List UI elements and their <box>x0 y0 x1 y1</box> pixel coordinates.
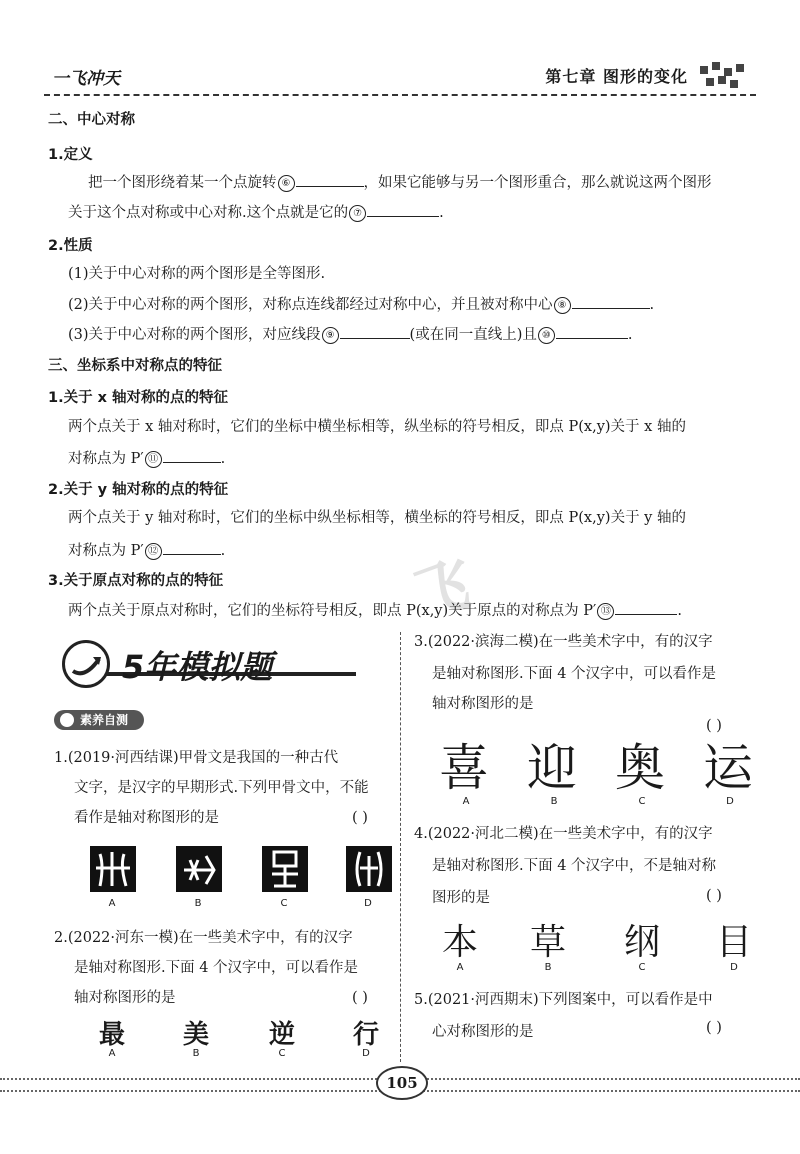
answer-paren[interactable]: ( ) <box>706 718 722 734</box>
question-text: 图形的是 <box>432 890 490 906</box>
answer-paren[interactable]: ( ) <box>706 1020 722 1036</box>
text-line: 把一个图形绕着某一个点旋转 ⑥ ，如果它能够与另一个图形重合，那么就说这两个图形 <box>88 172 712 193</box>
option-label: D <box>730 962 738 973</box>
text-line: (2)关于中心对称的两个图形，对称点连线都经过对称中心，并且被对称中心 ⑧ . <box>68 294 654 315</box>
option-char: 目 <box>715 922 752 963</box>
option-label: D <box>726 796 734 807</box>
option-label: B <box>194 898 202 909</box>
option-char: 最 <box>98 1020 125 1050</box>
question-text: 5.(2021·河西期末)下列图案中，可以看作是中 <box>414 992 713 1008</box>
section-title: 二、中心对称 <box>48 112 135 128</box>
answer-paren[interactable]: ( ) <box>352 810 368 826</box>
text-line: 对称点为 P′ ⑫ . <box>68 540 225 561</box>
option-char: 纲 <box>623 922 660 963</box>
option-label: C <box>638 962 646 973</box>
answer-blank[interactable] <box>367 202 439 217</box>
chapter-title: 第七章 图形的变化 <box>545 67 688 86</box>
subsection-title: 1.关于 x 轴对称的点的特征 <box>48 390 229 406</box>
answer-blank[interactable] <box>615 600 677 615</box>
badge: 素养自测 <box>54 710 144 730</box>
oracle-glyph-a <box>90 846 136 892</box>
question-text: 3.(2022·滨海二模)在一些美术字中，有的汉字 <box>414 634 713 650</box>
subsection-title: 3.关于原点对称的点的特征 <box>48 573 224 589</box>
option-label: C <box>638 796 646 807</box>
question-text: 1.(2019·河西结课)甲骨文是我国的一种古代 <box>54 750 339 766</box>
question-text: 是轴对称图形.下面 4 个汉字中，不是轴对称 <box>432 858 717 874</box>
answer-blank[interactable] <box>340 324 410 339</box>
answer-blank[interactable] <box>296 172 364 187</box>
brand-logo: 一飞冲天 <box>52 69 120 89</box>
option-label: A <box>462 796 470 807</box>
question-text: 心对称图形的是 <box>432 1024 534 1040</box>
option-label: D <box>362 1048 370 1059</box>
text-line: 两个点关于 x 轴对称时，它们的坐标中横坐标相等，纵坐标的符号相反，即点 P(x,y)关于 x 轴的 <box>68 419 686 435</box>
question-text: 是轴对称图形.下面 4 个汉字中，可以看作是 <box>74 960 359 976</box>
option-label: B <box>544 962 552 973</box>
answer-blank[interactable] <box>163 448 221 463</box>
subsection-title: 2.关于 y 轴对称的点的特征 <box>48 482 229 498</box>
oracle-glyph-c <box>262 846 308 892</box>
header-divider <box>44 94 756 96</box>
option-char: 运 <box>703 739 753 797</box>
option-char: 逆 <box>268 1020 295 1050</box>
answer-blank[interactable] <box>556 324 628 339</box>
banner-title: 5年模拟题 <box>122 648 273 686</box>
option-char: 草 <box>529 922 566 963</box>
option-char: 本 <box>441 922 478 963</box>
text-line: 关于这个点对称或中心对称.这个点就是它的 ⑦ . <box>68 202 444 223</box>
option-label: A <box>108 1048 116 1059</box>
question-text: 轴对称图形的是 <box>74 990 176 1006</box>
subsection-title: 2.性质 <box>48 238 93 254</box>
answer-paren[interactable]: ( ) <box>352 990 368 1006</box>
text-line: 两个点关于原点对称时，它们的坐标符号相反，即点 P(x,y)关于原点的对称点为 P′ ⑬ . <box>68 600 682 621</box>
option-char: 喜 <box>439 739 489 797</box>
option-label: C <box>280 898 288 909</box>
text-line: 对称点为 P′ ⑪ . <box>68 448 225 469</box>
option-label: B <box>550 796 558 807</box>
text-line: (3)关于中心对称的两个图形，对应线段 ⑨ (或在同一直线上)且 ⑩ . <box>68 324 632 345</box>
oracle-glyph-d <box>346 846 392 892</box>
text-line: 两个点关于 y 轴对称时，它们的坐标中纵坐标相等，横坐标的符号相反，即点 P(x,y)关于 y 轴的 <box>68 510 686 526</box>
swoosh-icon <box>62 640 110 688</box>
question-text: 看作是轴对称图形的是 <box>74 810 219 826</box>
option-label: D <box>364 898 372 909</box>
section-title: 三、坐标系中对称点的特征 <box>48 358 222 374</box>
option-label: B <box>192 1048 200 1059</box>
option-char: 美 <box>182 1020 209 1050</box>
arrow-down-icon <box>60 713 74 727</box>
subsection-title: 1.定义 <box>48 147 93 163</box>
question-text: 是轴对称图形.下面 4 个汉字中，可以看作是 <box>432 666 717 682</box>
answer-paren[interactable]: ( ) <box>706 888 722 904</box>
watermark: 飞 <box>396 549 477 636</box>
exercise-banner <box>62 640 362 684</box>
option-label: A <box>456 962 464 973</box>
text-line: (1)关于中心对称的两个图形是全等图形. <box>68 266 326 282</box>
answer-blank[interactable] <box>163 540 221 555</box>
header-pattern-icon <box>700 62 750 90</box>
answer-blank[interactable] <box>572 294 650 309</box>
page-number: 105 <box>376 1066 428 1100</box>
option-char: 行 <box>352 1020 379 1050</box>
question-text: 2.(2022·河东一模)在一些美术字中，有的汉字 <box>54 930 353 946</box>
option-char: 奥 <box>615 739 665 797</box>
oracle-glyph-b <box>176 846 222 892</box>
option-label: C <box>278 1048 286 1059</box>
question-text: 文字，是汉字的早期形式.下列甲骨文中，不能 <box>74 780 369 796</box>
option-char: 迎 <box>527 739 577 797</box>
column-divider <box>400 632 401 1062</box>
question-text: 轴对称图形的是 <box>432 696 534 712</box>
question-text: 4.(2022·河北二模)在一些美术字中，有的汉字 <box>414 826 713 842</box>
option-label: A <box>108 898 116 909</box>
